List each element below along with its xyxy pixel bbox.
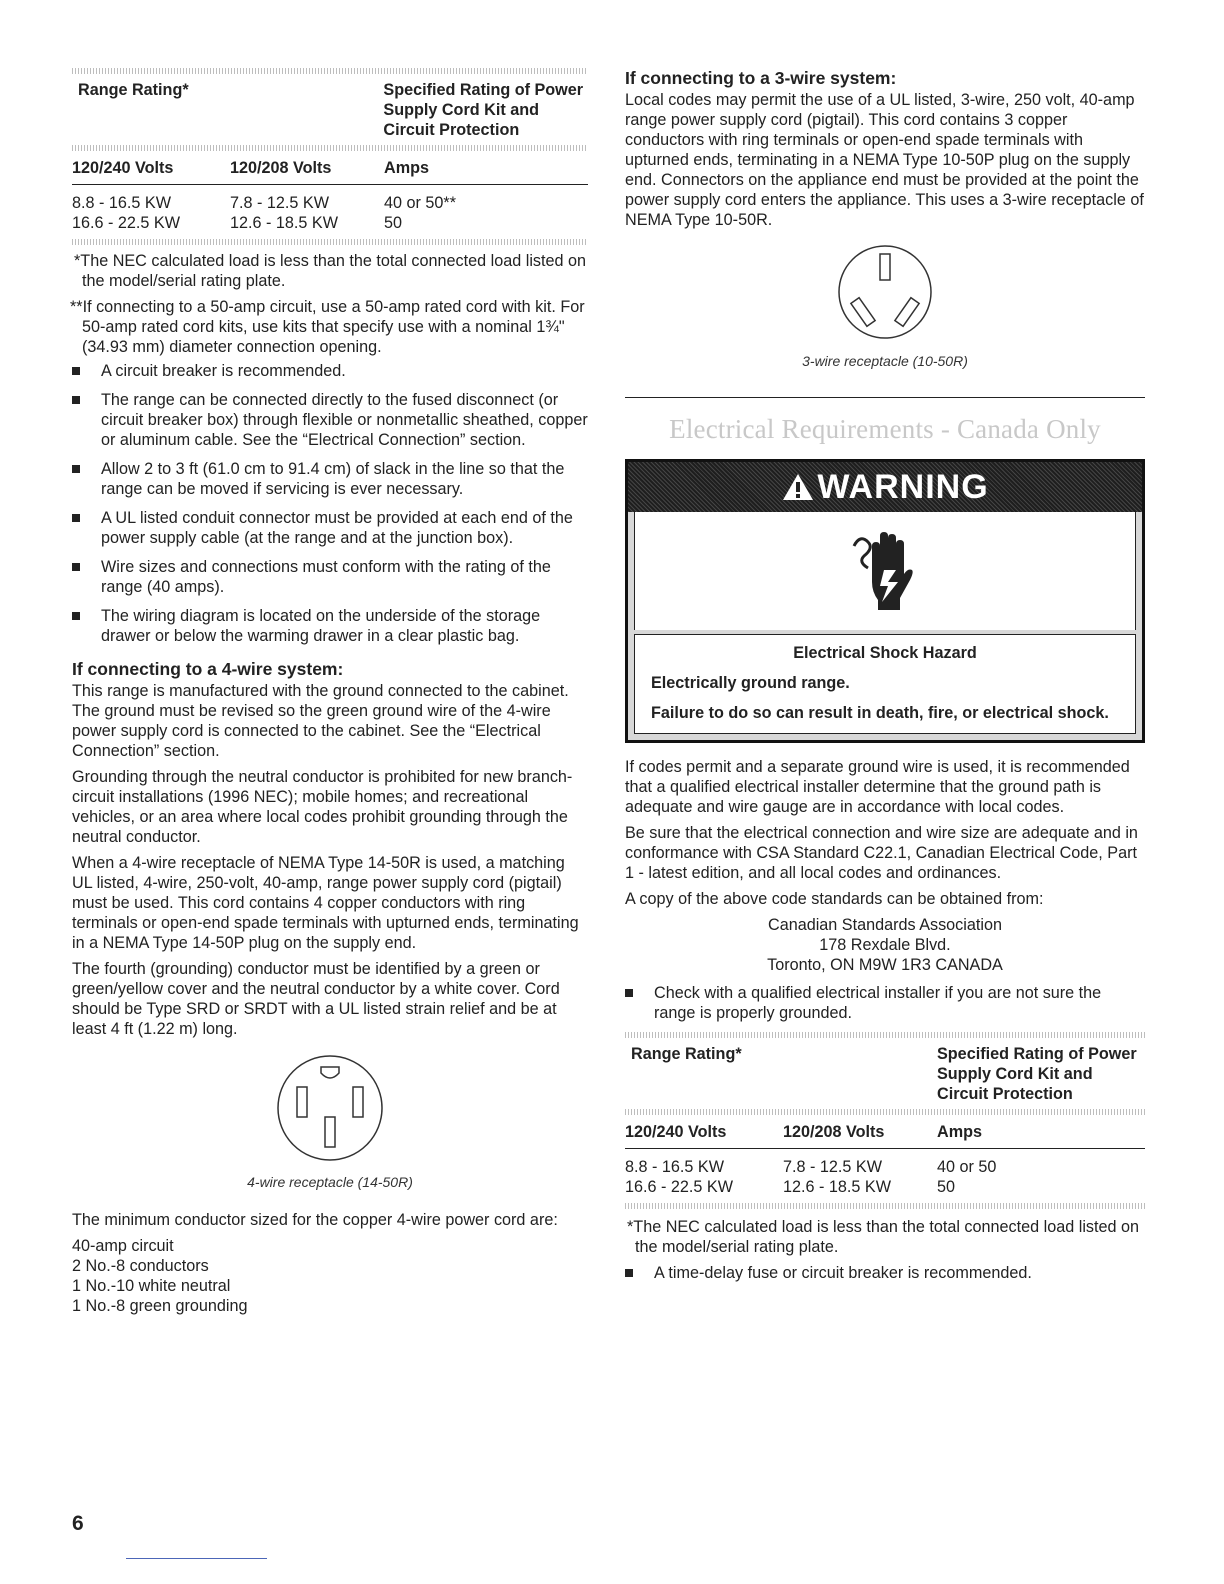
fuse-list [625,1263,1145,1283]
figure-4-wire [72,1053,588,1190]
table-cell: 7.8 - 12.5 KW [230,194,329,212]
rating-table-subhead [72,151,588,185]
heading-4-wire: If connecting to a 4-wire system: [72,659,344,679]
min-conductor-list [72,1236,588,1316]
col-120-240: 120/240 Volts [72,159,174,177]
bullet-icon [625,1269,633,1277]
paragraph: A copy of the above code standards can be obtained from: [625,890,1044,908]
list-item: 40-amp circuit [72,1237,174,1255]
table-cell: 50 [384,214,403,232]
dotted-rule [625,1203,1145,1209]
bullet-icon [72,514,80,522]
table-row [625,1157,1145,1177]
paragraph: When a 4-wire receptacle of NEMA Type 14-50R is used, a matching UL listed, 4-wire, 250-volt, 40-amp, range power supply cord (pigtail) must be used. This cord contains 4 copper conductors with ring terminals or open-end spade terminals with upturned ends, terminating in a NEMA Type 14-50P plug on the supply end. [72,854,579,952]
paragraph: Be sure that the electrical connection and wire size are adequate and in conformance with CSA Standard C22.1, Canadian Electrical Code, Part 1 - latest edition, and all local codes and ordinances. [625,824,1138,882]
range-rating-heading: Range Rating* [78,81,189,99]
list-item: Check with a qualified electrical installer if you are not sure the range is properly grounded. [625,983,1145,1023]
fifty-amp-footnote: **If connecting to a 50-amp circuit, use a 50-amp rated cord with kit. For 50-amp rated cord kits, use kits that specify use with a nominal 1¾" (34.93 mm) diameter connection opening. [70,298,585,356]
left-column [72,68,588,1316]
list-item: The range can be connected directly to the fused disconnect (or circuit breaker box) through flexible or nonmetallic sheathed, copper or aluminum cable. See the “Electrical Connection” section. [72,390,588,450]
table-row [72,193,588,213]
list-item: Wire sizes and connections must conform with the rating of the range (40 amps). [72,557,588,597]
bullet-icon [72,465,80,473]
warning-icon-panel [634,512,1136,630]
list-item: 1 No.-10 white neutral [72,1277,231,1295]
warning-triangle-icon [781,472,815,502]
electrical-shock-hand-icon [850,526,920,616]
list-item: A UL listed conduit connector must be provided at each end of the power supply cable (at the range and at the junction box). [72,508,588,548]
table-cell: 40 or 50 [937,1158,997,1176]
table-cell: 12.6 - 18.5 KW [230,214,338,232]
table-cell: 8.8 - 16.5 KW [625,1158,724,1176]
footer-rule [126,1558,267,1559]
list-item: 1 No.-8 green grounding [72,1297,248,1315]
bullet-icon [72,367,80,375]
hazard-consequence: Failure to do so can result in death, fire, or electrical shock. [651,704,1109,722]
figure-caption: 4-wire receptacle (14-50R) [247,1174,413,1190]
bullet-icon [72,396,80,404]
bullet-icon [625,989,633,997]
rating-table-head [72,74,588,145]
requirements-list [72,361,588,646]
page-number: 6 [72,1512,84,1535]
min-conductor-intro: The minimum conductor sized for the copper 4-wire power cord are: [72,1211,558,1229]
col-amps: Amps [937,1123,982,1141]
rating-table-body [72,185,588,239]
table-row [625,1177,1145,1197]
rating-table-canada [625,1032,1145,1209]
table-row [72,213,588,233]
rating-table-us [72,68,588,245]
col-amps: Amps [384,159,429,177]
warning-title: WARNING [817,467,989,506]
warning-text [634,634,1136,734]
dotted-rule [72,239,588,245]
list-item: Allow 2 to 3 ft (61.0 cm to 91.4 cm) of slack in the line so that the range can be moved if servicing is ever necessary. [72,459,588,499]
col-120-240: 120/240 Volts [625,1123,727,1141]
figure-caption: 3-wire receptacle (10-50R) [802,353,968,369]
spec-rating-heading: Specified Rating of Power Supply Cord Kit and Circuit Protection [937,1045,1137,1103]
paragraph: The fourth (grounding) conductor must be identified by a green or green/yellow cover and the neutral conductor by a white cover. Cord should be Type SRD or SRDT with a UL listed strain relief and be at least 4 ft (1.22 m) long. [72,960,560,1038]
table-cell: 40 or 50** [384,194,456,212]
list-item: The wiring diagram is located on the underside of the storage drawer or below the warming drawer in a clear plastic bag. [72,606,588,646]
address-line: Canadian Standards Association [768,916,1002,934]
paragraph: If codes permit and a separate ground wire is used, it is recommended that a qualified electrical installer determine that the ground path is adequate and wire gauge are in accordance with local codes. [625,758,1130,816]
col-120-208: 120/208 Volts [783,1123,885,1141]
rating-table-body [625,1149,1145,1203]
nec-footnote: *The NEC calculated load is less than the total connected load listed on the model/serial rating plate. [627,1218,1140,1256]
warning-header [628,462,1142,512]
warning-box [625,459,1145,743]
address-line: 178 Rexdale Blvd. [819,936,951,954]
paragraph: Grounding through the neutral conductor is prohibited for new branch-circuit installations (1996 NEC); mobile homes; and recreational vehicles, or an area where local codes prohibit grounding through the neutral conductor. [72,768,573,846]
spec-rating-heading: Specified Rating of Power Supply Cord Kit and Circuit Protection [383,81,584,139]
section-title-canada: Electrical Requirements - Canada Only [669,414,1101,444]
paragraph: Local codes may permit the use of a UL listed, 3-wire, 250 volt, 40-amp range power supply cord (pigtail). This cord contains 3 copper conductors with ring terminals or open-end spade terminals with upturned ends, terminating in a NEMA Type 10-50P plug on the supply end. Connectors on the appliance end must be provided at the point the power supply cord enters the appliance. This uses a 3-wire receptacle of NEMA Type 10-50R. [625,91,1144,229]
table-cell: 8.8 - 16.5 KW [72,194,171,212]
csa-address [625,915,1145,975]
list-item: A time-delay fuse or circuit breaker is recommended. [625,1263,1145,1283]
table-cell: 50 [937,1178,956,1196]
address-line: Toronto, ON M9W 1R3 CANADA [767,956,1003,974]
rating-table-subhead [625,1115,1145,1149]
section-divider [625,397,1145,398]
list-item: 2 No.-8 conductors [72,1257,209,1275]
table-cell: 7.8 - 12.5 KW [783,1158,882,1176]
3-wire-receptacle-icon [835,242,935,342]
table-cell: 16.6 - 22.5 KW [625,1178,733,1196]
nec-footnote: *The NEC calculated load is less than the total connected load listed on the model/serial rating plate. [74,252,587,290]
check-list [625,983,1145,1023]
bullet-icon [72,612,80,620]
right-column [625,68,1145,1292]
figure-3-wire [625,242,1145,369]
hazard-title: Electrical Shock Hazard [793,644,977,662]
list-item: A circuit breaker is recommended. [72,361,588,381]
table-cell: 12.6 - 18.5 KW [783,1178,891,1196]
range-rating-heading: Range Rating* [631,1045,742,1063]
col-120-208: 120/208 Volts [230,159,332,177]
4-wire-receptacle-icon [275,1053,385,1163]
rating-table-head [625,1038,1145,1109]
hazard-instruction: Electrically ground range. [651,674,850,692]
bullet-icon [72,563,80,571]
paragraph: This range is manufactured with the ground connected to the cabinet. The ground must be revised so the green ground wire of the 4-wire power supply cord is connected to the cabinet. See the “Electrical Connection” section. [72,682,569,760]
heading-3-wire: If connecting to a 3-wire system: [625,68,897,88]
table-cell: 16.6 - 22.5 KW [72,214,180,232]
